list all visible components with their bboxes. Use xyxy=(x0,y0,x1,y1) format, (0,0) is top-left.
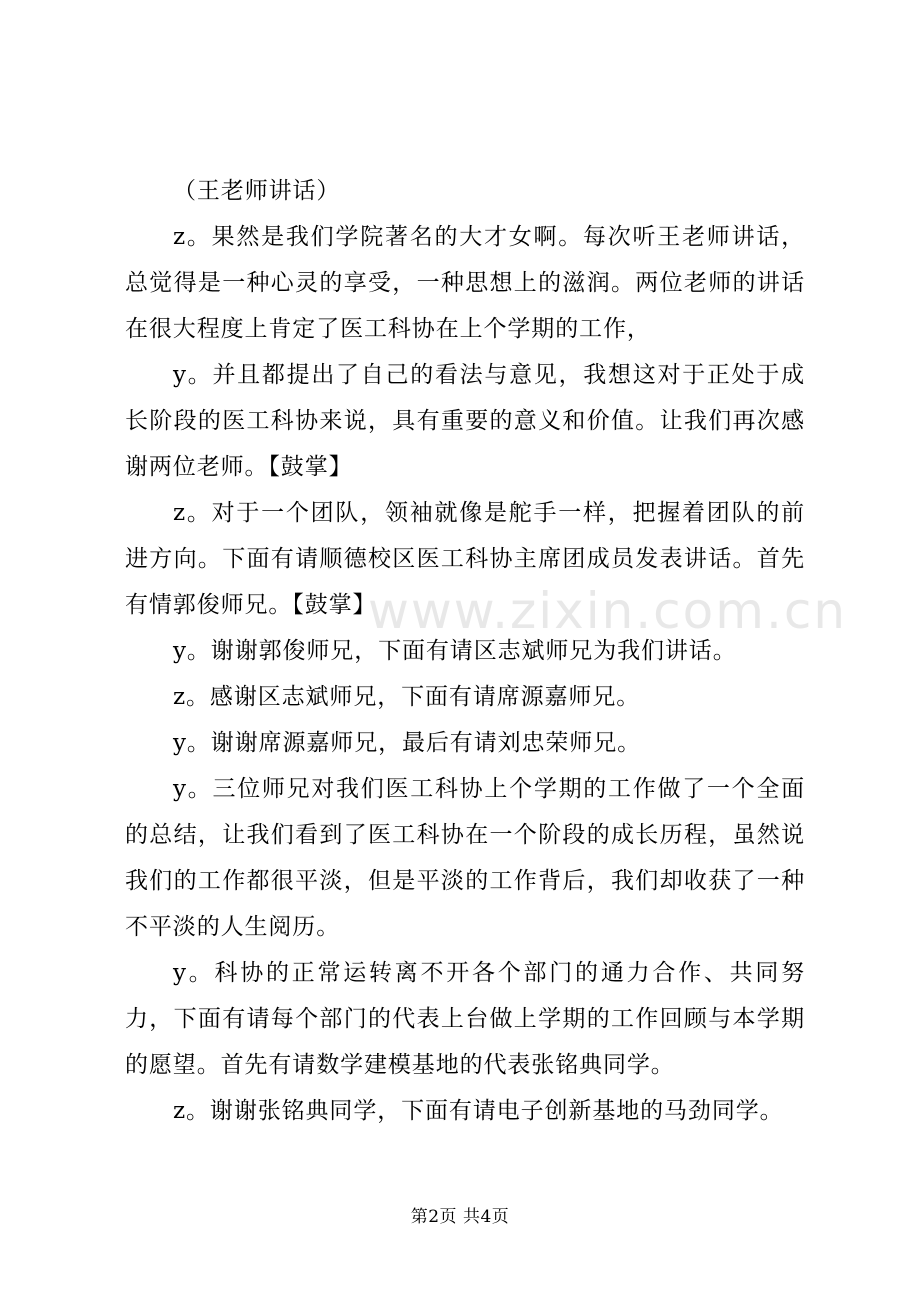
watermark: www.zixin.com.cn xyxy=(368,582,848,640)
paragraph-9: y。科协的正常运转离不开各个部门的通力合作、共同努力，下面有请每个部门的代表上台做上学期的工作回顾与本学期的愿望。首先有请数学建模基地的代表张铭典同学。 xyxy=(125,960,805,1078)
paragraph-6: z。感谢区志斌师兄，下面有请席源嘉师兄。 xyxy=(173,684,641,710)
paragraph-10: z。谢谢张铭典同学，下面有请电子创新基地的马劲同学。 xyxy=(173,1098,784,1124)
paragraph-3: y。并且都提出了自己的看法与意见，我想这对于正处于成长阶段的医工科协来说，具有重要的意义和价值。让我们再次感谢两位老师。【鼓掌】 xyxy=(125,362,805,480)
paragraph-8: y。三位师兄对我们医工科协上个学期的工作做了一个全面的总结，让我们看到了医工科协在一个阶段的成长历程，虽然说我们的工作都很平淡，但是平淡的工作背后，我们却收获了一种不平淡的人生阅历。 xyxy=(125,776,805,940)
paragraph-7: y。谢谢席源嘉师兄，最后有请刘忠荣师兄。 xyxy=(173,730,641,756)
document-body xyxy=(125,168,805,1134)
paragraph-1: （王老师讲话） xyxy=(173,178,341,204)
paragraph-2: z。果然是我们学院著名的大才女啊。每次听王老师讲话，总觉得是一种心灵的享受，一种思想上的滋润。两位老师的讲话在很大程度上肯定了医工科协在上个学期的工作， xyxy=(125,224,805,342)
paragraph-5: y。谢谢郭俊师兄，下面有请区志斌师兄为我们讲话。 xyxy=(173,638,737,664)
paragraph-4: z。对于一个团队，领袖就像是舵手一样，把握着团队的前进方向。下面有请顺德校区医工科协主席团成员发表讲话。首先有情郭俊师兄。【鼓掌】 xyxy=(125,500,805,618)
page-footer: 第2页 共4页 xyxy=(410,1207,510,1227)
